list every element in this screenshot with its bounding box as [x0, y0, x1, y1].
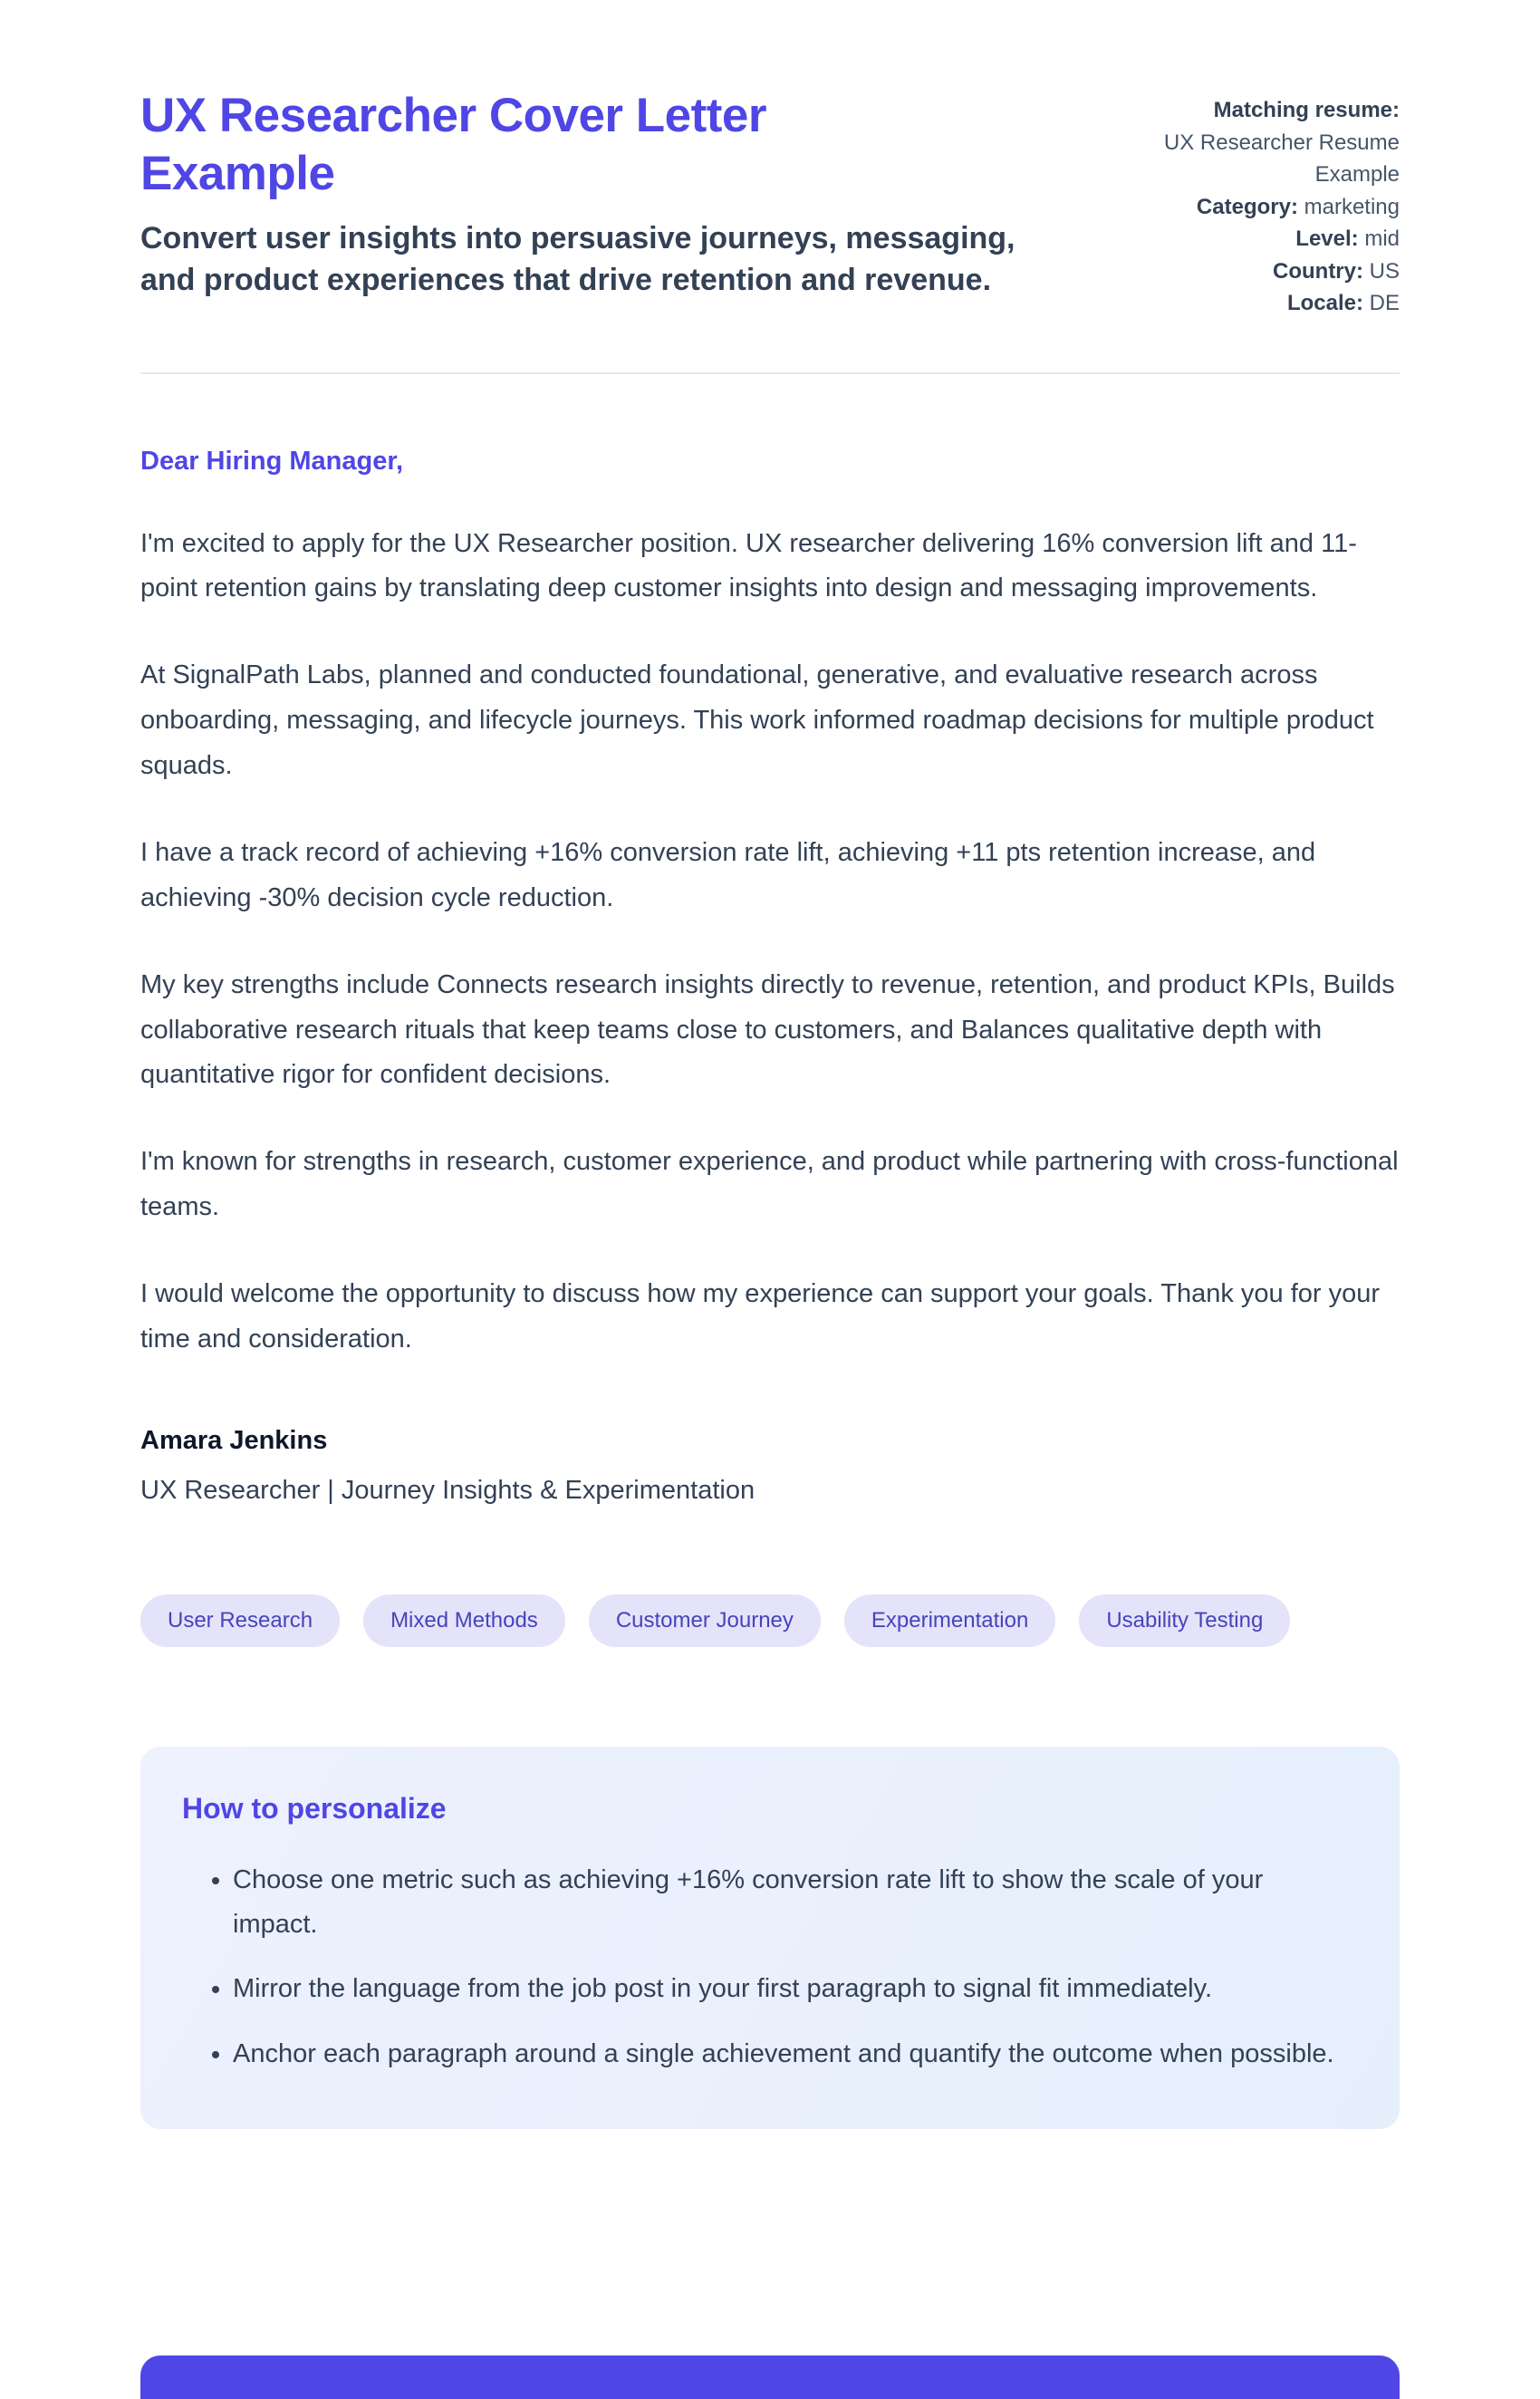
letter-paragraph-3: I have a track record of achieving +16% conversion rate lift, achieving +11 pts retention increase, and achieving -30% decision cycle reduction. [140, 837, 1316, 912]
country-field [1128, 255, 1400, 288]
page-header [140, 87, 1400, 372]
letter-body [140, 447, 1400, 1506]
tag-pill-mixed-methods: Mixed Methods [363, 1595, 565, 1647]
letter-paragraph-1: I'm excited to apply for the UX Researcher position. UX researcher delivering 16% conversion lift and 11-point retention gains by translating deep customer insights into design and messaging improvements. [140, 528, 1357, 603]
personalize-tip-3: • Anchor each paragraph around a single achievement and quantify the outcome when possible. [233, 2032, 1336, 2076]
category-field [1128, 191, 1400, 224]
locale-field [1128, 287, 1400, 320]
personalize-card-title: How to personalize [182, 1791, 447, 1825]
level-label: Level: [1295, 226, 1359, 252]
header-titles [140, 87, 1064, 301]
category-value: marketing [1304, 194, 1400, 219]
tag-list [140, 1595, 1400, 1647]
personalize-card [140, 1747, 1400, 2129]
tag-pill-customer-journey: Customer Journey [589, 1595, 821, 1647]
level-field [1128, 223, 1400, 255]
tag-pill-usability-testing: Usability Testing [1079, 1595, 1290, 1647]
tag-pill-user-research: User Research [140, 1595, 340, 1647]
level-value: mid [1364, 226, 1400, 252]
personalize-tip-2: • Mirror the language from the job post in your first paragraph to signal fit immediately. [233, 1967, 1336, 2011]
page-title: UX Researcher Cover Letter Example [140, 89, 767, 200]
signature-name: Amara Jenkins [140, 1425, 328, 1455]
tag-pill-experimentation: Experimentation [844, 1595, 1055, 1647]
letter-greeting: Dear Hiring Manager, [140, 446, 404, 476]
country-value: US [1369, 258, 1400, 284]
personalize-tip-1: • Choose one metric such as achieving +16% conversion rate lift to show the scale of your impact. [233, 1858, 1336, 1948]
meta-panel [1128, 87, 1400, 320]
header-divider [140, 372, 1400, 374]
country-label: Country: [1273, 258, 1363, 284]
personalize-tip-list [182, 1858, 1336, 2076]
matching-resume-value: UX Researcher Resume Example [1163, 130, 1400, 188]
category-label: Category: [1196, 194, 1298, 219]
locale-value: DE [1369, 291, 1400, 316]
letter-paragraph-5: I'm known for strengths in research, customer experience, and product while partnering with cross-functional teams. [140, 1147, 1399, 1222]
matching-resume-field [1128, 94, 1400, 191]
signature-role: UX Researcher | Journey Insights & Experimentation [140, 1475, 756, 1505]
page-subtitle: Convert user insights into persuasive journeys, messaging, and product experiences that drive retention and revenue. [140, 221, 1015, 297]
footer-accent-bar [140, 2356, 1400, 2399]
letter-paragraph-4: My key strengths include Connects research insights directly to revenue, retention, and product KPIs, Builds collaborative research rituals that keep teams close to customers, and Balances qualitative depth with quantitative rigor for confident decisions. [140, 969, 1395, 1090]
letter-paragraph-2: At SignalPath Labs, planned and conducted foundational, generative, and evaluative research across onboarding, messaging, and lifecycle journeys. This work informed roadmap decisions for multiple product squads. [140, 660, 1374, 781]
matching-resume-label: Matching resume: [1213, 98, 1400, 122]
locale-label: Locale: [1286, 291, 1363, 316]
letter-paragraph-6: I would welcome the opportunity to discuss how my experience can support your goals. Thank you for your time and consideration. [140, 1279, 1381, 1354]
